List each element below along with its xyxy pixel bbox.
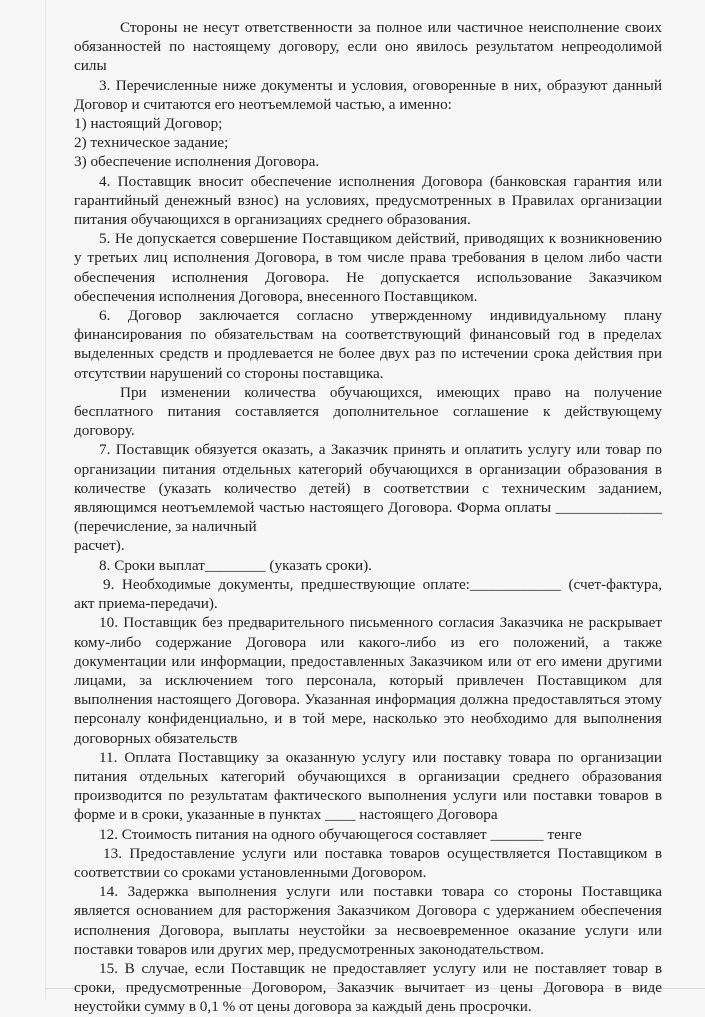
paragraph-7-end: расчет).: [74, 537, 125, 555]
paragraph-14: 14. Задержка выполнения услуги или поставки товара со стороны Поставщика является основанием для расторжения Заказчиком Договора с удержанием обеспечения исполнения Договора, выплаты неустойки за несвоевременное оказание услуги или поставки товаров или других мер, предусмотренных законодательством.: [74, 883, 662, 958]
contract-page: [74, 18, 662, 1017]
paragraph-9: 9. Необходимые документы, предшествующие оплате:____________ (счет-фактура, акт приема-передачи).: [74, 575, 662, 613]
paragraph-12: 12. Стоимость питания на одного обучающегося составляет _______ тенге: [99, 825, 582, 843]
paragraph-force-majeure: Стороны не несут ответственности за полное или частичное неисполнение своих обязанностей по настоящему договору, если оно явилось результатом непреодолимой силы: [74, 19, 662, 75]
paragraph-15: 15. В случае, если Поставщик не предоставляет услугу или не поставляет товар в сроки, предусмотренные Договором, Заказчик вычитает из цены Договора в виде неустойки сумму в 0,1 % от цены договора за каждый день просрочки.: [74, 959, 662, 1016]
list-item-2: 2) техническое задание;: [74, 134, 229, 152]
paragraph-11: 11. Оплата Поставщику за оказанную услугу или поставку товара по организации питания отдельных категорий обучающихся в организации среднего образования производится по результатам фактического выполнения услуги или поставки товаров в форме и в сроки, указанные в пунктах ____ настоящего Договора: [74, 748, 662, 824]
list-item-3: 3) обеспечение исполнения Договора.: [74, 153, 320, 171]
paragraph-5: 5. Не допускается совершение Поставщиком действий, приводящих к возникновению у третьих лиц исполнения Договора, в том числе права требования в целом либо части обеспечения исполнения Договора. Не допускается использование Заказчиком обеспечения исполнения Договора, внесенного Поставщиком.: [74, 230, 662, 305]
list-item-1: 1) настоящий Договор;: [74, 115, 223, 133]
paragraph-4: 4. Поставщик вносит обеспечение исполнения Договора (банковская гарантия или гарантийный денежный взнос) на условиях, предусмотренных в Правилах организации питания обучающихся в организациях среднего образования.: [74, 172, 662, 229]
paragraph-8: 8. Сроки выплат________ (указать сроки).: [99, 556, 372, 574]
scan-page-edge: [45, 0, 46, 1000]
paragraph-10: 10. Поставщик без предварительного письменного согласия Заказчика не раскрывает кому-либо содержание Договора или какого-либо из его положений, а также документации или информации, предоставленных Заказчиком или от его имени другими лицами, за исключением того персонала, который привлечен Поставщиком для выполнения настоящего Договора. Указанная информация должна предоставляться этому персоналу конфиденциально, и в той мере, насколько это необходимо для выполнения договорных обязательств: [74, 614, 662, 747]
paragraph-7: 7. Поставщик обязуется оказать, а Заказчик принять и оплатить услугу или товар по организации питания отдельных категорий обучающихся в организации образования в количестве (указать количество детей) в соответствии с техническим заданием, являющимся неотъемлемой частью настоящего Договора. Форма оплаты ______________ (перечисление, за наличный: [74, 441, 662, 536]
paragraph-6: 6. Договор заключается согласно утвержденному индивидуальному плану финансирования по обязательствам на соответствующий финансовый год в пределах выделенных средств и продлевается не более двух раз по истечении срока действия при отсутствии нарушений со стороны поставщика.: [74, 307, 662, 382]
paragraph-13: 13. Предоставление услуги или поставка товаров осуществляется Поставщиком в соответствии со сроками установленными Договором.: [74, 844, 662, 881]
paragraph-6-note: При изменении количества обучающихся, имеющих право на получение бесплатного питания составляется дополнительное соглашение к действующему договору.: [74, 383, 662, 440]
paragraph-3: 3. Перечисленные ниже документы и условия, оговоренные в них, образуют данный Договор и считаются его неотъемлемой частью, а именно:: [74, 76, 662, 113]
